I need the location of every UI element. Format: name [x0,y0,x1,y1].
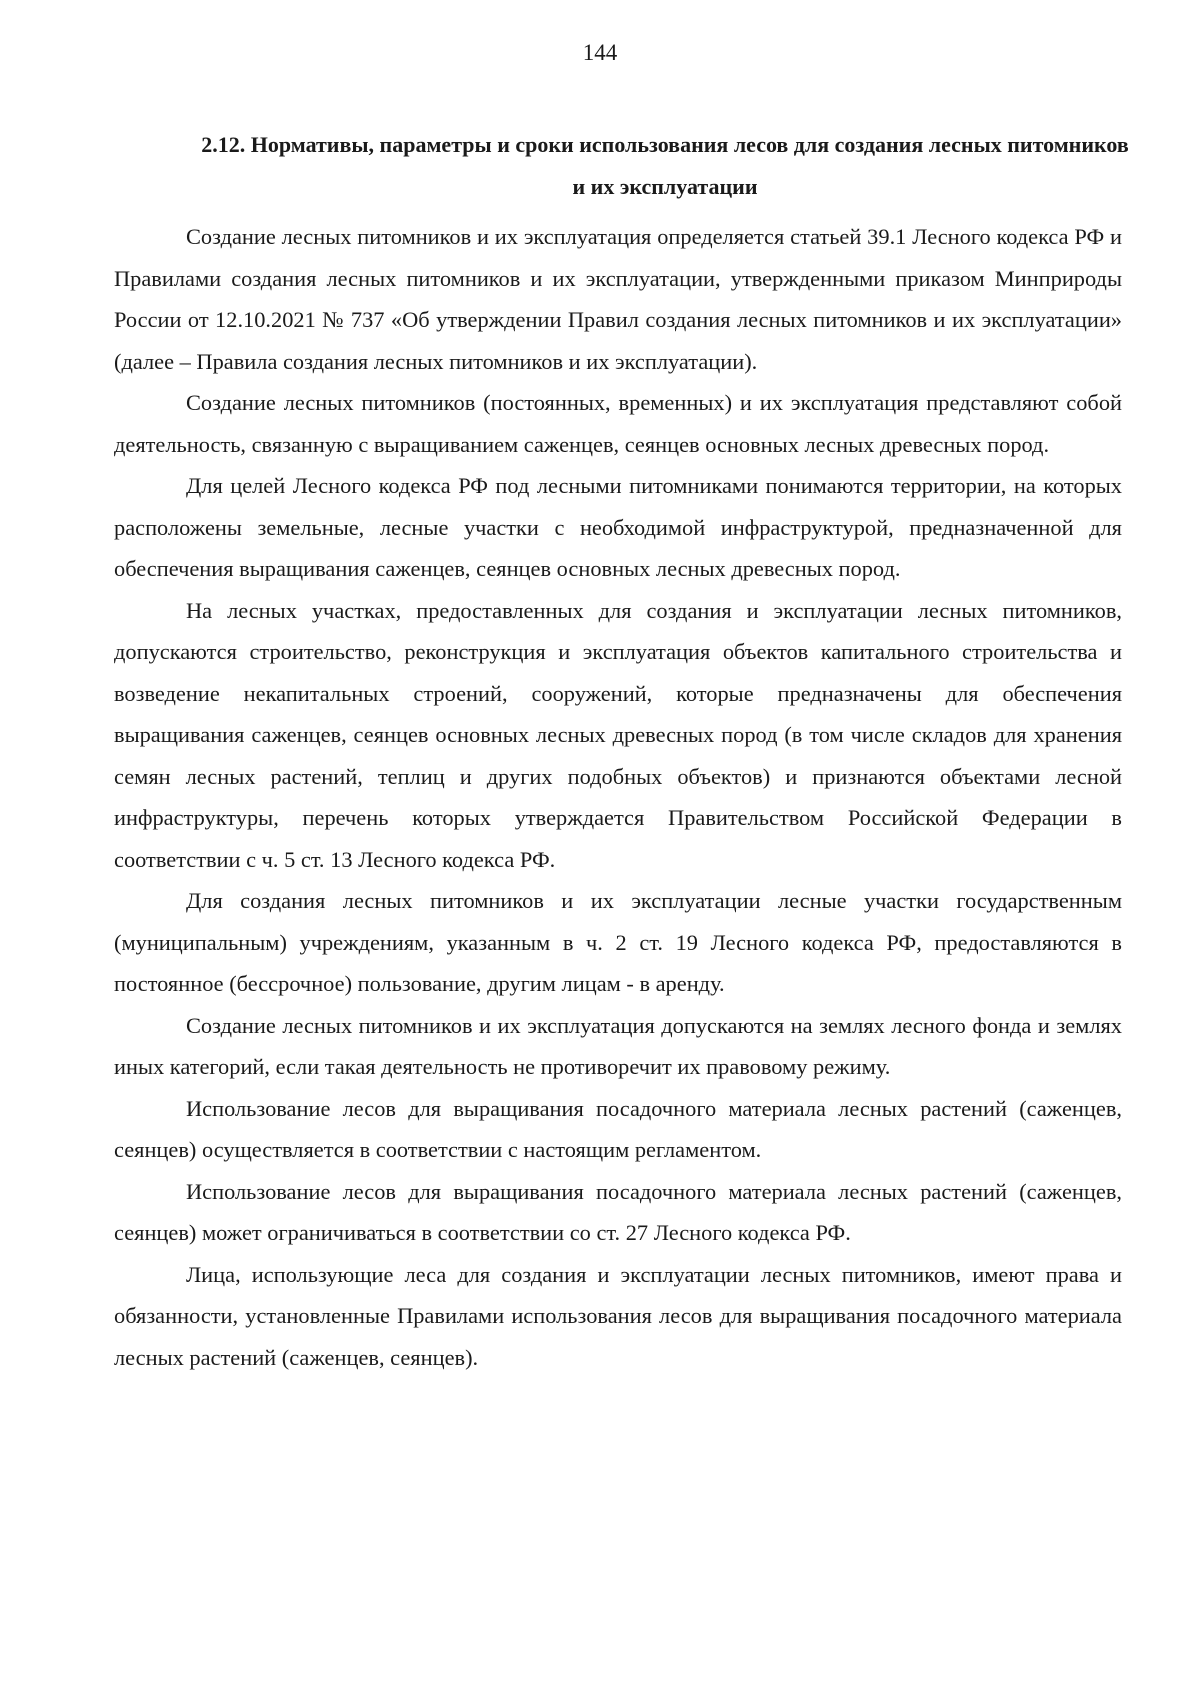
section-title: 2.12. Нормативы, параметры и сроки использования лесов для создания лесных питомников и их эксплуатации [201,132,1129,199]
paragraph-restrictions: Использование лесов для выращивания посадочного материала лесных растений (саженцев, сеянцев) может ограничиваться в соответствии со ст. 27 Лесного кодекса РФ. [114,1178,1122,1245]
paragraph-rights-obligations: Лица, использующие леса для создания и эксплуатации лесных питомников, имеют права и обязанности, установленные Правилами использования лесов для выращивания посадочного материала лесных растений (саженцев, сеянцев). [114,1261,1122,1370]
paragraph-nursery-definition: Создание лесных питомников и их эксплуатация определяется статьей 39.1 Лесного кодекса РФ и Правилами создания лесных питомников и их эксплуатации, утвержденными приказом Минприроды России от 12.10.2021 № 737 «Об утверждении Правил создания лесных питомников и их эксплуатации» (далее – Правила создания лесных питомников и их эксплуатации). [114,224,1122,374]
document-body [114,216,1122,1378]
paragraph-nursery-territory: Для целей Лесного кодекса РФ под лесными питомниками понимаются территории, на которых расположены земельные, лесные участки с необходимой инфраструктурой, предназначенной для обеспечения выращивания саженцев, сеянцев основных лесных древесных пород. [114,473,1122,581]
paragraph-land-categories: Создание лесных питомников и их эксплуатация допускаются на землях лесного фонда и землях иных категорий, если такая деятельность не противоречит их правовому режиму. [114,1012,1122,1079]
paragraph-regulation-use: Использование лесов для выращивания посадочного материала лесных растений (саженцев, сеянцев) осуществляется в соответствии с настоящим регламентом. [114,1095,1122,1162]
paragraph-land-provision: Для создания лесных питомников и их эксплуатации лесные участки государственным (муниципальным) учреждениям, указанным в ч. 2 ст. 19 Лесного кодекса РФ, предоставляются в постоянное (бессрочное) пользование, другим лицам - в аренду. [114,888,1122,996]
paragraph-nursery-activity: Создание лесных питомников (постоянных, временных) и их эксплуатация представляют собой деятельность, связанную с выращиванием саженцев, сеянцев основных лесных древесных пород. [114,390,1122,457]
page-number: 144 [582,40,618,65]
paragraph-infrastructure: На лесных участках, предоставленных для создания и эксплуатации лесных питомников, допускаются строительство, реконструкция и эксплуатация объектов капитального строительства и возведение некапитальных строений, сооружений, которые предназначены для обеспечения выращивания саженцев, сеянцев основных лесных древесных пород (в том числе складов для хранения семян лесных растений, теплиц и других подобных объектов) и признаются объектами лесной инфраструктуры, перечень которых утверждается Правительством Российской Федерации в соответствии с ч. 5 ст. 13 Лесного кодекса РФ. [114,597,1122,872]
